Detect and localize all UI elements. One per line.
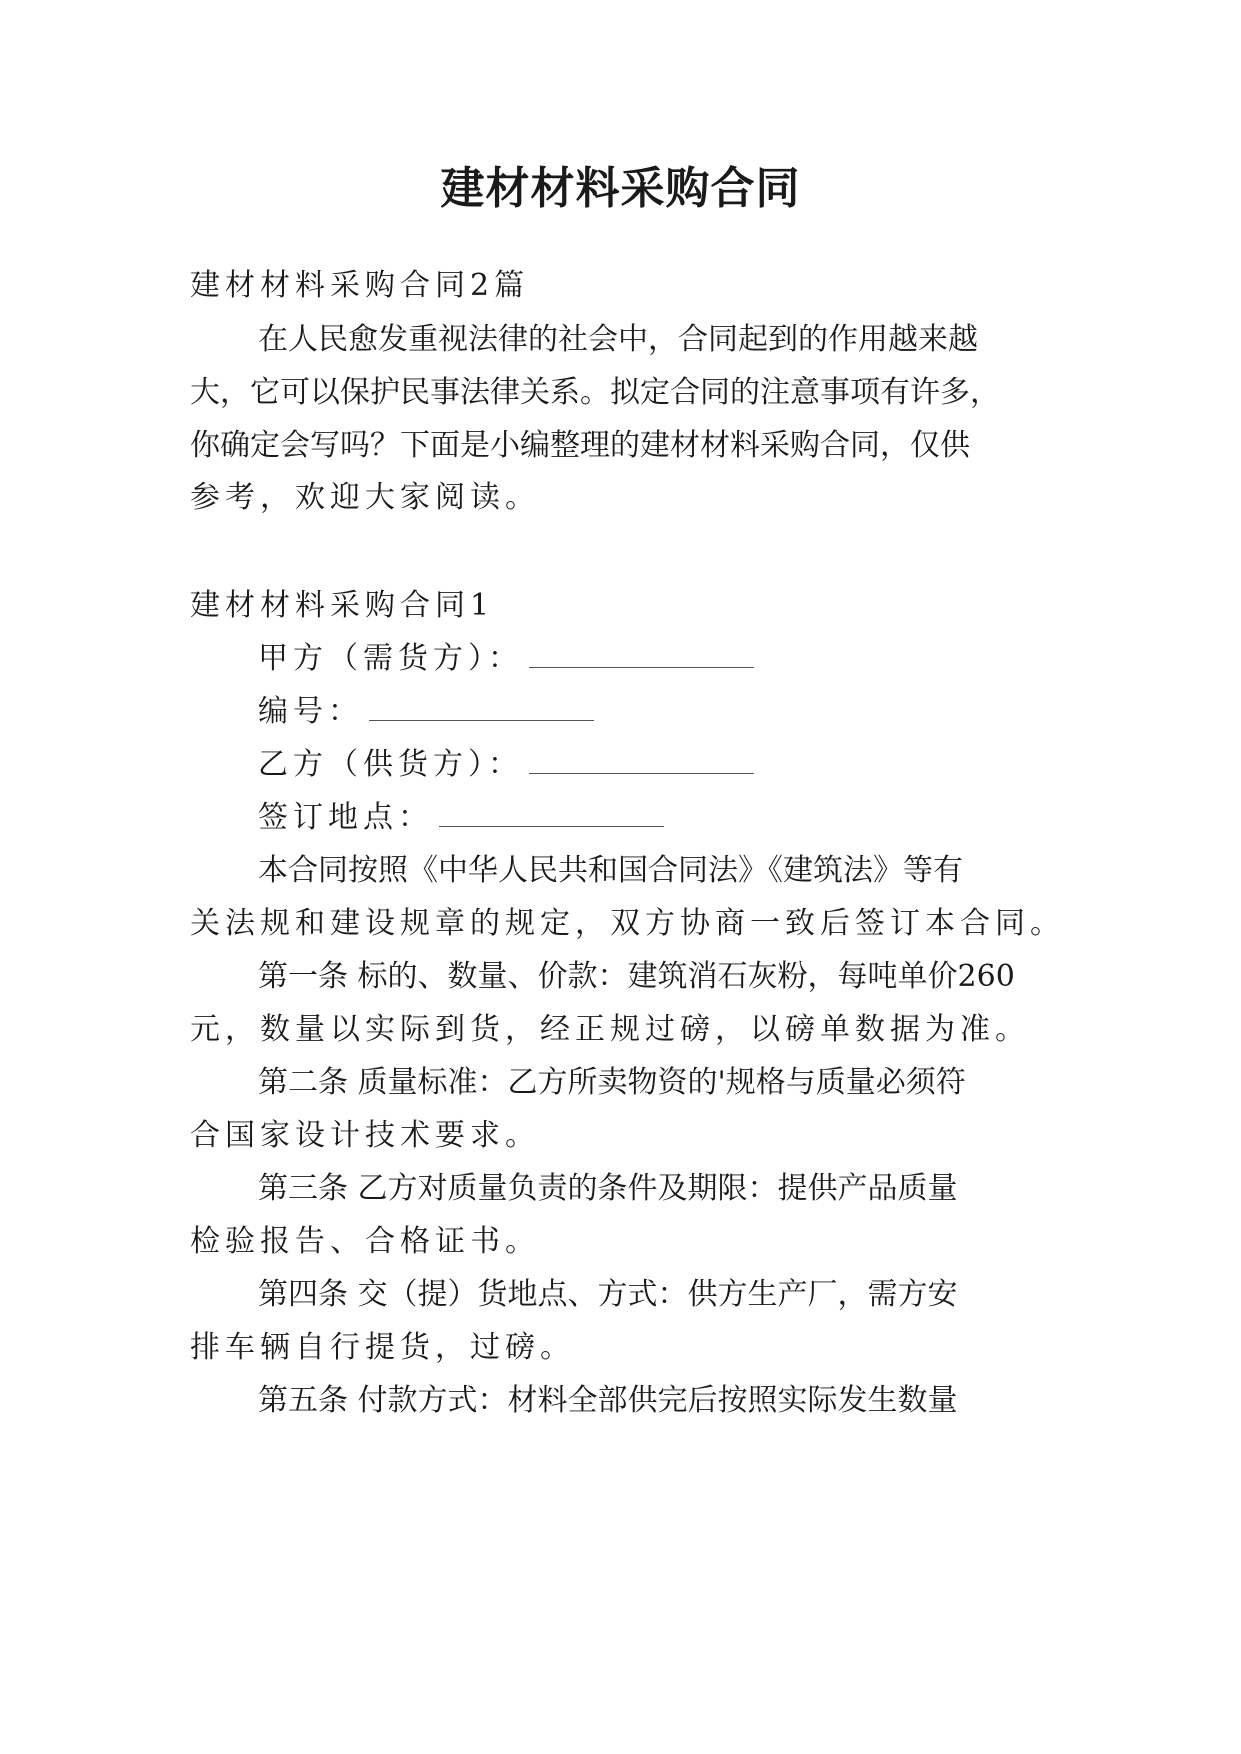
document-title: 建材材料采购合同 (440, 163, 801, 214)
document-subtitle: 建材材料采购合同2篇 (190, 268, 530, 303)
body-line-2: 关法规和建设规章的规定，双方协商一致后签订本合同。 (190, 906, 1065, 941)
place-label: 签订地点： (258, 800, 433, 835)
number-label: 编号： (258, 694, 363, 729)
party-b-label: 乙方（供货方）： (258, 747, 523, 782)
intro-line-1: 在人民愈发重视法律的社会中，合同起到的作用越来越 (258, 322, 978, 357)
body-line-5: 第二条 质量标准：乙方所卖物资的'规格与质量必须符 (258, 1065, 966, 1100)
party-a-blank (529, 641, 754, 668)
body-line-6: 合国家设计技术要求。 (190, 1118, 540, 1153)
body-line-9: 第四条 交（提）货地点、方式：供方生产厂，需方安 (258, 1277, 958, 1312)
number-field (258, 692, 1118, 732)
intro-line-4: 参考，欢迎大家阅读。 (190, 480, 540, 515)
section-title: 建材材料采购合同1 (190, 588, 495, 623)
body-line-3: 第一条 标的、数量、价款：建筑消石灰粉，每吨单价260 (258, 959, 1015, 994)
place-field (258, 798, 1118, 838)
number-blank (369, 694, 594, 721)
body-line-7: 第三条 乙方对质量负责的条件及期限：提供产品质量 (258, 1171, 958, 1206)
body-line-11: 第五条 付款方式：材料全部供完后按照实际发生数量 (258, 1383, 958, 1418)
party-a-field (258, 639, 1118, 679)
place-blank (439, 800, 664, 827)
party-b-field (258, 745, 1118, 785)
intro-line-2: 大，它可以保护民事法律关系。拟定合同的注意事项有许多， (190, 375, 1000, 410)
body-line-4: 元，数量以实际到货，经正规过磅，以磅单数据为准。 (190, 1012, 1030, 1047)
body-line-8: 检验报告、合格证书。 (190, 1224, 540, 1259)
intro-line-3: 你确定会写吗？下面是小编整理的建材材料采购合同，仅供 (190, 428, 970, 463)
party-a-label: 甲方（需货方）： (258, 641, 523, 676)
party-b-blank (529, 747, 754, 774)
body-line-10: 排车辆自行提货，过磅。 (190, 1330, 575, 1365)
body-line-1: 本合同按照《中华人民共和国合同法》《建筑法》等有 (258, 853, 963, 888)
